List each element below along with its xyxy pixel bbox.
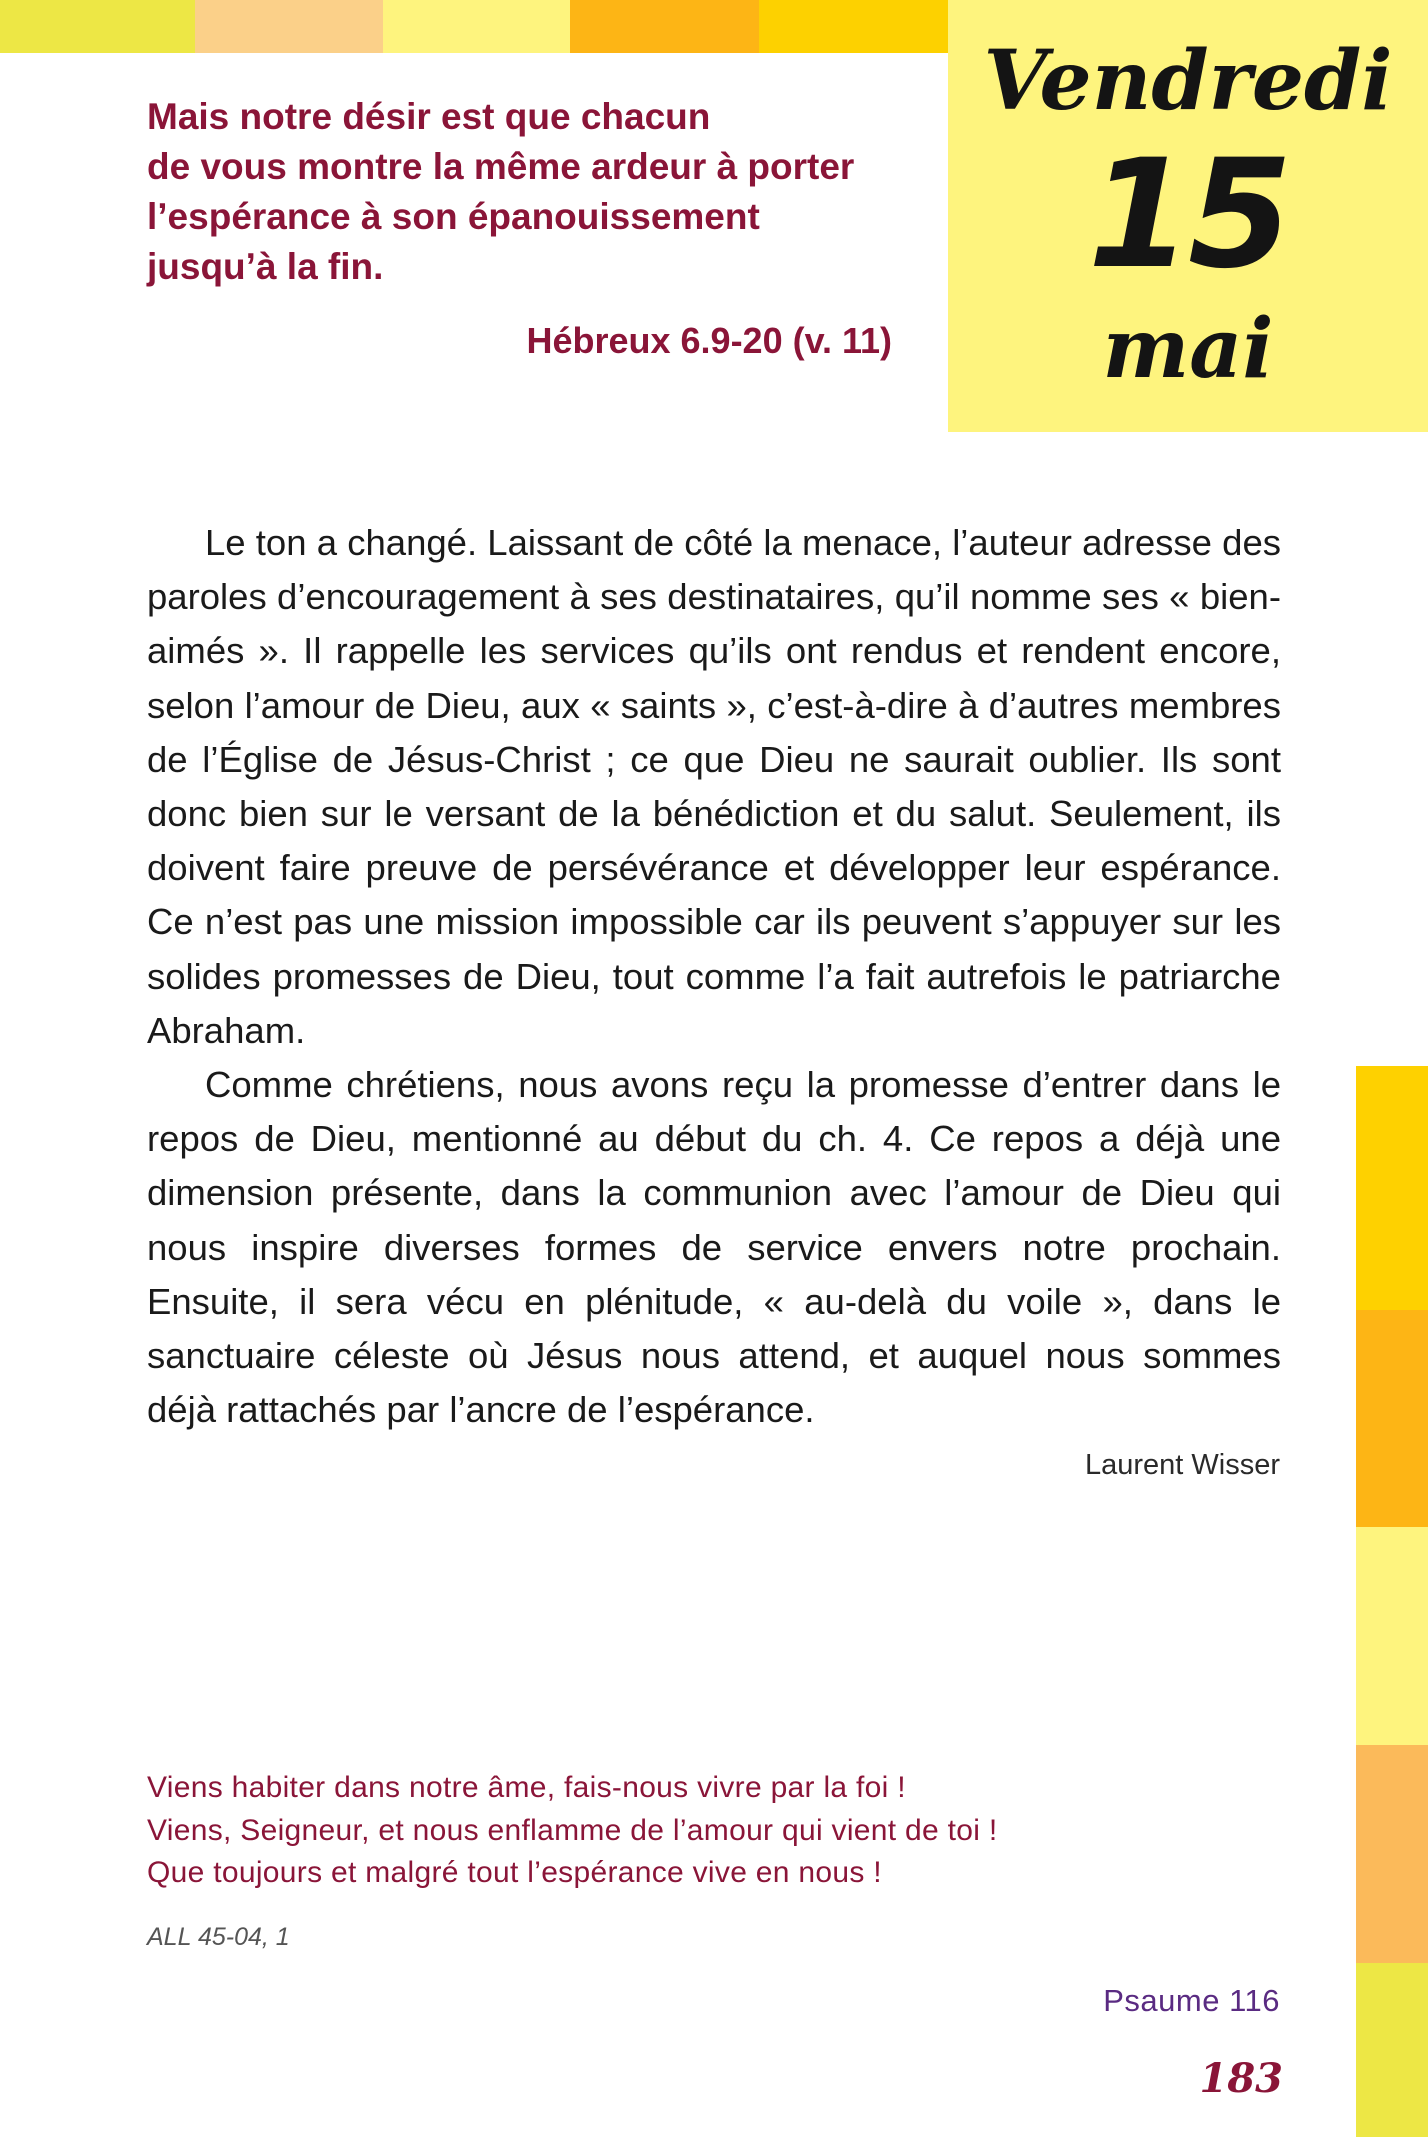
verse-reference: Hébreux 6.9-20 (v. 11) [526, 320, 892, 361]
hymn-line: Que toujours et malgré tout l’espérance vive en nous ! [147, 1856, 882, 1889]
side-bar-segment [1356, 1066, 1428, 1310]
verse-line: de vous montre la même ardeur à porter [147, 146, 855, 187]
top-bar-segment [759, 0, 948, 53]
date-weekday: Vendredi [983, 33, 1393, 129]
date-month: mai [1102, 301, 1274, 397]
hymn-reference: ALL 45-04, 1 [147, 1923, 290, 1951]
page-number: 183 [1199, 2055, 1283, 2102]
hymn-excerpt [147, 1767, 1147, 1895]
side-color-bar [1356, 1066, 1428, 2137]
verse-line: l’espérance à son épanouissement [147, 196, 760, 237]
daily-verse [147, 92, 907, 292]
top-bar-segment [195, 0, 383, 53]
commentary-body [147, 516, 1281, 1437]
side-bar-segment [1356, 1310, 1428, 1527]
side-bar-segment [1356, 1745, 1428, 1963]
psalm-reading: Psaume 116 [1103, 1983, 1280, 2018]
side-bar-segment [1356, 1527, 1428, 1745]
top-bar-segment [570, 0, 759, 53]
verse-line: Mais notre désir est que chacun [147, 96, 711, 137]
top-bar-segment [383, 0, 570, 53]
hymn-line: Viens, Seigneur, et nous enflamme de l’amour qui vient de toi ! [147, 1813, 998, 1847]
commentary-paragraph: Comme chrétiens, nous avons reçu la promesse d’entrer dans le repos de Dieu, mentionné au début du ch. 4. Ce repos a déjà une dimension présente, dans la communion avec l’amour de Dieu qui nous inspire diverses formes de service envers notre prochain. Ensuite, il sera vécu en plénitude, « au-delà du voile », dans le sanctuaire céleste où Jésus nous attend, et auquel nous sommes déjà rattachés par l’ancre de l’espérance. [147, 1064, 1281, 1431]
commentary-author: Laurent Wisser [1084, 1449, 1280, 1481]
verse-line: jusqu’à la fin. [147, 246, 384, 287]
top-bar-segment [0, 0, 195, 53]
hymn-line: Viens habiter dans notre âme, fais-nous vivre par la foi ! [147, 1771, 906, 1804]
date-box [948, 0, 1428, 432]
commentary-paragraph: Le ton a changé. Laissant de côté la menace, l’auteur adresse des paroles d’encouragement à ses destinataires, qu’il nomme ses « bien-aimés ». Il rappelle les services qu’ils ont rendus et rendent encore, selon l’amour de Dieu, aux « saints », c’est-à-dire à d’autres membres de l’Église de Jésus-Christ ; ce que Dieu ne saurait oublier. Ils sont donc bien sur le versant de la bénédiction et du salut. Seulement, ils doivent faire preuve de persévérance et développer leur espérance. Ce n’est pas une mission impossible car ils peuvent s’appuyer sur les solides promesses de Dieu, tout comme l’a fait autrefois le patriarche Abraham. [147, 522, 1281, 1051]
side-bar-segment [1356, 1963, 1428, 2137]
top-color-bar [0, 0, 948, 53]
date-day-number: 15 [1087, 128, 1289, 302]
